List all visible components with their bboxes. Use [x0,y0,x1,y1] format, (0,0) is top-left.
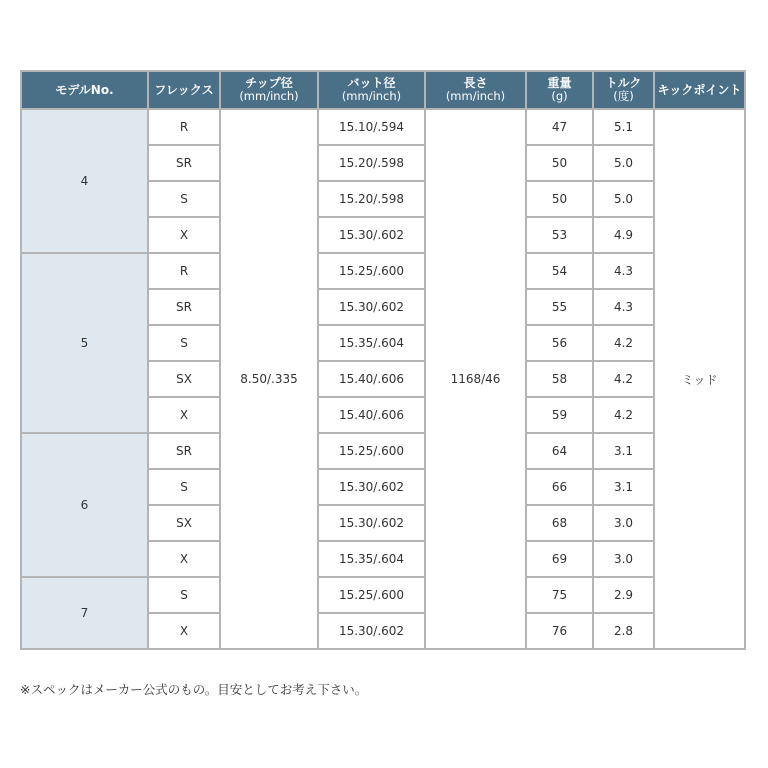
table-row [21,253,745,289]
weight-cell: 66 [526,469,593,505]
butt-cell: 15.35/.604 [318,541,425,577]
torque-cell: 5.0 [593,181,654,217]
weight-cell: 59 [526,397,593,433]
torque-cell: 4.2 [593,325,654,361]
header-row [21,71,745,109]
weight-cell: 64 [526,433,593,469]
flex-cell: S [148,325,220,361]
header-length: 長さ (mm/inch) [425,71,526,109]
torque-cell: 4.3 [593,289,654,325]
weight-cell: 69 [526,541,593,577]
table-row [21,577,745,613]
weight-cell: 55 [526,289,593,325]
weight-cell: 75 [526,577,593,613]
weight-cell: 58 [526,361,593,397]
header-flex: フレックス [148,71,220,109]
butt-cell: 15.25/.600 [318,433,425,469]
model-cell: 7 [21,577,148,649]
header-kick: キックポイント [654,71,745,109]
flex-cell: SR [148,289,220,325]
flex-cell: SR [148,145,220,181]
model-cell: 4 [21,109,148,253]
weight-cell: 53 [526,217,593,253]
weight-cell: 76 [526,613,593,649]
butt-cell: 15.10/.594 [318,109,425,145]
spec-note: ※スペックはメーカー公式のもの。目安としてお考え下さい。 [20,682,368,697]
weight-cell: 54 [526,253,593,289]
flex-cell: SX [148,361,220,397]
torque-cell: 3.0 [593,505,654,541]
torque-cell: 4.9 [593,217,654,253]
spec-table [20,70,746,650]
torque-cell: 2.9 [593,577,654,613]
butt-cell: 15.30/.602 [318,505,425,541]
table-header [21,71,745,109]
torque-cell: 4.2 [593,397,654,433]
table-row [21,433,745,469]
torque-cell: 5.1 [593,109,654,145]
torque-cell: 4.2 [593,361,654,397]
weight-cell: 56 [526,325,593,361]
flex-cell: X [148,541,220,577]
weight-cell: 68 [526,505,593,541]
flex-cell: X [148,397,220,433]
table-row [21,109,745,145]
butt-cell: 15.40/.606 [318,361,425,397]
flex-cell: S [148,469,220,505]
torque-cell: 4.3 [593,253,654,289]
tip-cell: 8.50/.335 [220,109,318,649]
torque-cell: 3.1 [593,433,654,469]
flex-cell: S [148,577,220,613]
butt-cell: 15.30/.602 [318,469,425,505]
butt-cell: 15.20/.598 [318,181,425,217]
butt-cell: 15.40/.606 [318,397,425,433]
flex-cell: R [148,253,220,289]
butt-cell: 15.20/.598 [318,145,425,181]
flex-cell: SX [148,505,220,541]
butt-cell: 15.35/.604 [318,325,425,361]
table-body [21,109,745,649]
torque-cell: 3.0 [593,541,654,577]
model-cell: 5 [21,253,148,433]
header-torque: トルク (度) [593,71,654,109]
flex-cell: R [148,109,220,145]
butt-cell: 15.30/.602 [318,289,425,325]
weight-cell: 50 [526,181,593,217]
weight-cell: 47 [526,109,593,145]
torque-cell: 2.8 [593,613,654,649]
torque-cell: 5.0 [593,145,654,181]
butt-cell: 15.30/.602 [318,217,425,253]
header-model: モデルNo. [21,71,148,109]
header-butt: バット径 (mm/inch) [318,71,425,109]
length-cell: 1168/46 [425,109,526,649]
weight-cell: 50 [526,145,593,181]
header-tip: チップ径 (mm/inch) [220,71,318,109]
flex-cell: S [148,181,220,217]
header-weight: 重量 (g) [526,71,593,109]
butt-cell: 15.30/.602 [318,613,425,649]
flex-cell: X [148,217,220,253]
torque-cell: 3.1 [593,469,654,505]
flex-cell: X [148,613,220,649]
butt-cell: 15.25/.600 [318,253,425,289]
model-cell: 6 [21,433,148,577]
flex-cell: SR [148,433,220,469]
butt-cell: 15.25/.600 [318,577,425,613]
kick-cell: ミッド [654,109,745,649]
